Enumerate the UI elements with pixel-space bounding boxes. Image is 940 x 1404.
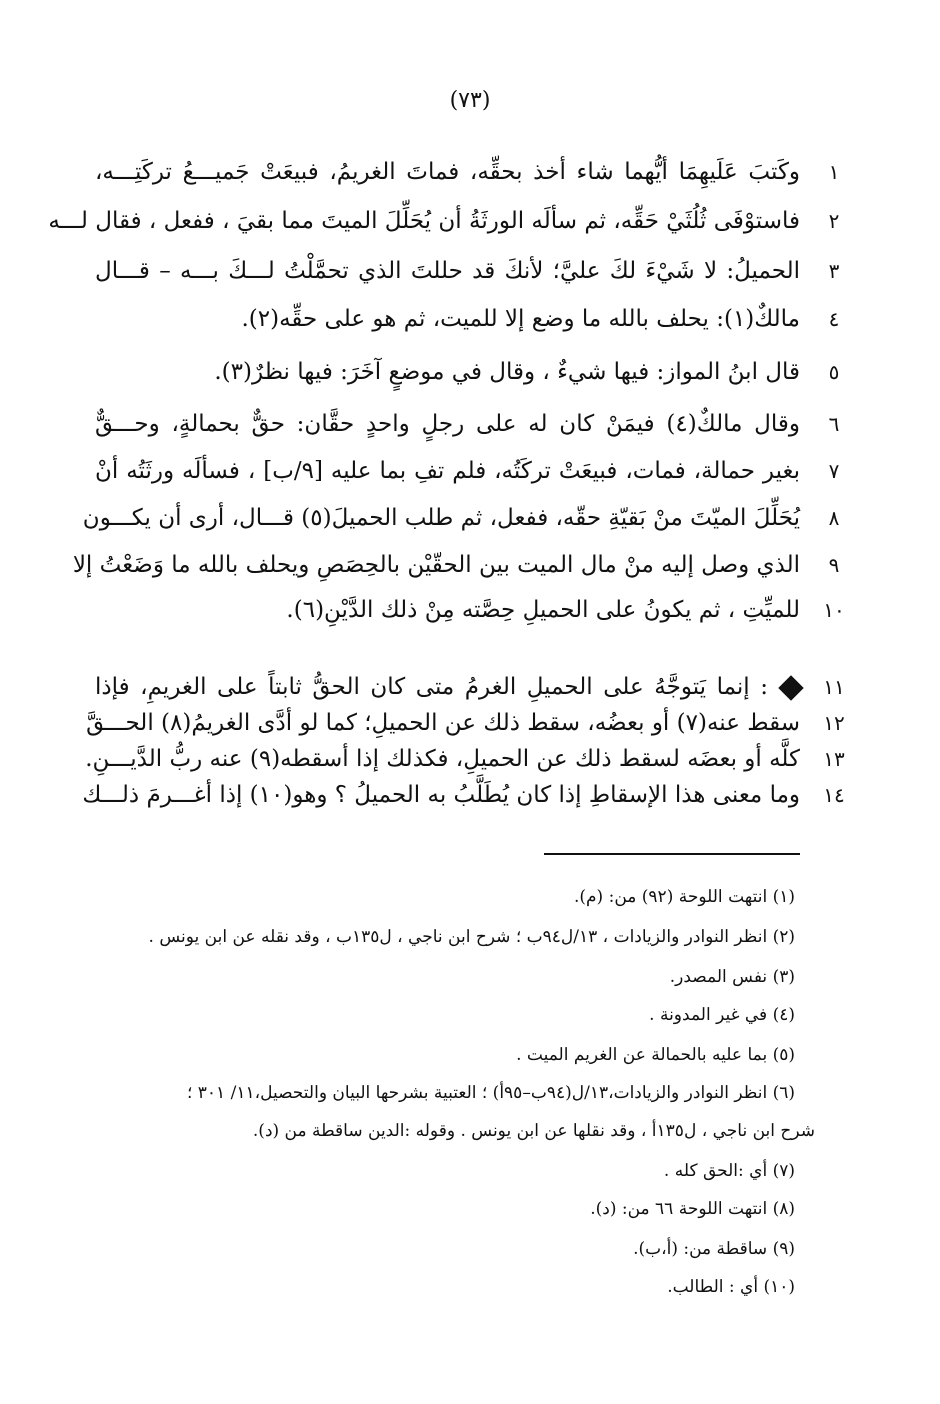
- page-number: (٧٣): [449, 88, 491, 113]
- line-content: وما معنى هذا الإسقاطِ إذا كان يُطَلَّبُ به الحميلُ ؟ وهو(١٠) إذا أغـــرمَ ذلـــك: [82, 782, 800, 808]
- line-number: ٤: [828, 307, 840, 331]
- footnote: (٥) بما عليه بالحمالة عن الغريم الميت .: [516, 1045, 795, 1065]
- footnote-separator: [544, 853, 800, 855]
- line-number: ٥: [828, 360, 840, 384]
- text-line: [0, 150, 940, 194]
- footnote: (٩) ساقطة من: (أ،ب).: [633, 1239, 795, 1259]
- line-text: [95, 588, 800, 632]
- line-text: [95, 150, 800, 194]
- line-text: [82, 496, 800, 540]
- line-text: [95, 402, 800, 446]
- footnote: (١٠) أي : الطالب.: [667, 1277, 795, 1297]
- line-content: سقط عنه(٧) أو بعضُه، سقط ذلك عن الحميلِ؛ كما لو أدَّى الغريمُ(٨) الحـــقَّ: [86, 710, 800, 736]
- line-text: [95, 249, 800, 293]
- text-line: [0, 249, 940, 293]
- line-number: ١٣: [823, 747, 845, 771]
- text-line: [0, 773, 940, 817]
- line-text: [48, 199, 800, 243]
- line-content: مالكٌ(١): يحلف بالله ما وضع إلا للميت، ثم هو على حقِّه(٢).: [241, 306, 800, 332]
- line-content: بغير حمالة، فمات، فبيعَتْ تركَتُه، فلم تفِ بما عليه [٩/ب] ، فسألَه ورثَتُه أنْ: [95, 458, 801, 484]
- text-line: [0, 402, 940, 446]
- line-content: يُحَلِّلَ الميّتَ منْ بَقيّةِ حقّه، ففعل، ثم طلب الحميلَ(٥) قـــال، أرى أن يكـــون: [82, 505, 800, 531]
- line-content: وكَتبَ عَلَيهِمَا أيُّهما شاء أخذ بحقِّه، فماتَ الغريمُ، فبيعَتْ جَميـــعُ تركَتِـــه،: [95, 159, 801, 185]
- line-content: للميِّتِ ، ثم يكونُ على الحميلِ حِصَّته مِنْ ذلك الدَّيْنِ(٦).: [286, 597, 800, 623]
- footnote: (٣) نفس المصدر.: [669, 967, 795, 987]
- line-text: [95, 297, 800, 341]
- line-number: ٢: [828, 209, 840, 233]
- footnote: (٧) أي :الحق كله .: [663, 1161, 795, 1181]
- line-number: ١٤: [823, 783, 845, 807]
- line-number: ١١: [823, 675, 845, 699]
- line-content: كلَّه أو بعضَه لسقط ذلك عن الحميلِ، فكذلك إذا أسقطه(٩) عنه ربُّ الدَّيـــنِ.: [85, 746, 800, 772]
- footnote-continuation: شرح ابن ناجي ، ل١٣٥أ ، وقد نقلها عن ابن يونس . وقوله :الدين ساقطة من (د).: [252, 1121, 815, 1141]
- line-content: قال ابنُ المواز: فيها شيءٌ ، وقال في موضعٍ آخَرَ: فيها نظرٌ(٣).: [214, 359, 800, 385]
- line-number: ١٢: [823, 711, 845, 735]
- diamond-marker-icon: [778, 675, 803, 700]
- line-number: ٧: [828, 459, 840, 483]
- text-line: [0, 297, 940, 341]
- line-number: ٦: [828, 412, 840, 436]
- text-line: [0, 543, 940, 587]
- text-line: [0, 588, 940, 632]
- line-text: [95, 350, 800, 394]
- line-content: فاستوْفَى ثُلُثَيْ حَقِّه، ثم سألَه الورثَةُ أن يُحَلِّلَ الميتَ مما بقيَ ، ففعل ، فقال لـــه: [48, 208, 800, 234]
- line-number: ١٠: [823, 598, 845, 622]
- line-number: ٩: [828, 553, 840, 577]
- line-content: : إنما يَتوجَّهُ على الحميلِ الغرمُ متى كان الحقُّ ثابتاً على الغريمِ، فإذا: [95, 674, 768, 700]
- text-line: [0, 199, 940, 243]
- text-line: [0, 449, 940, 493]
- footnote: (٢) انظر النوادر والزيادات ، ١٣/ل٩٤ب ؛ شرح ابن ناجي ، ل١٣٥ب ، وقد نقله عن ابن يونس .: [148, 927, 795, 947]
- text-line: [0, 496, 940, 540]
- line-text: [72, 543, 800, 587]
- line-text: [82, 773, 800, 817]
- footnote: (٤) في غير المدونة .: [649, 1005, 795, 1025]
- line-number: ٨: [828, 506, 840, 530]
- line-content: الذي وصل إليه منْ مال الميت بين الحقّيْن بالحِصَصِ ويحلف بالله ما وَضَعْتُ إلا: [72, 552, 800, 578]
- line-content: وقال مالكٌ(٤) فيمَنْ كان له على رجلٍ واحدٍ حقَّان: حقٌّ بحمالةٍ، وحـــقٌّ: [95, 411, 800, 437]
- footnote: (٨) انتهت اللوحة ٦٦ من: (د).: [590, 1199, 795, 1219]
- line-number: ٣: [828, 259, 840, 283]
- text-line: [0, 350, 940, 394]
- line-text: [95, 449, 800, 493]
- line-content: الحميلُ: لا شَيْءَ لكَ عليَّ؛ لأنكَ قد حللتَ الذي تحمَّلْتُ لـــكَ بـــه – قـــال: [95, 258, 800, 284]
- line-number: ١: [828, 160, 840, 184]
- footnote: (١) انتهت اللوحة (٩٢) من: (م).: [574, 887, 795, 907]
- footnote: (٦) انظر النوادر والزيادات،١٣/ل(٩٤ب–٩٥أ) ؛ العتبية بشرحها البيان والتحصيل،١١/ ٣٠١ ؛: [186, 1083, 795, 1103]
